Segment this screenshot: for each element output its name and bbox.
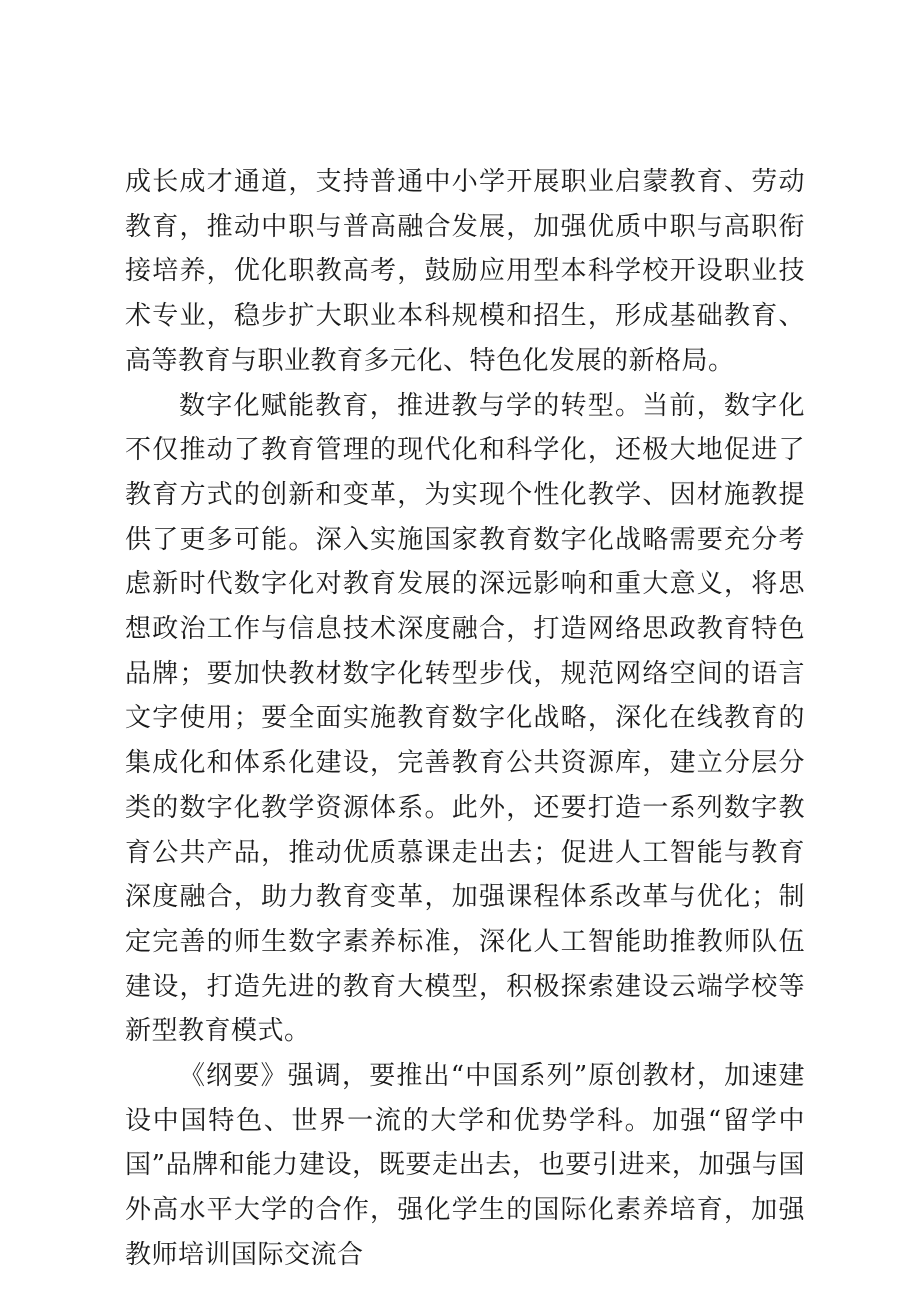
paragraph-digitalization: 数字化赋能教育，推进教与学的转型。当前，数字化不仅推动了教育管理的现代化和科学化，还极大地促进了教育方式的创新和变革，为实现个性化教学、因材施教提供了更多可能。深入实施国家教育数字化战略需要充分考虑新时代数字化对教育发展的深远影响和重大意义，将思想政治工作与信息技术深度融合，打造网络思政教育特色品牌；要加快教材数字化转型步伐，规范网络空间的语言文字使用；要全面实施教育数字化战略，深化在线教育的集成化和体系化建设，完善教育公共资源库，建立分层分类的数字化教学资源体系。此外，还要打造一系列数字教育公共产品，推动优质慕课走出去；促进人工智能与教育深度融合，助力教育变革，加强课程体系改革与优化；制定完善的师生数字素养标准，深化人工智能助推教师队伍建设，打造先进的教育大模型，积极探索建设云端学校等新型教育模式。 bbox=[125, 390, 805, 1047]
paragraph-outline-emphasis: 《纲要》强调，要推出“中国系列”原创教材，加速建设中国特色、世界一流的大学和优势学科。加强“留学中国”品牌和能力建设，既要走出去，也要引进来，加强与国外高水平大学的合作，强化学生的国际化素养培育，加强教师培训国际交流合 bbox=[125, 1061, 805, 1270]
paragraph-continuation: 成长成才通道，支持普通中小学开展职业启蒙教育、劳动教育，推动中职与普高融合发展，加强优质中职与高职衔接培养，优化职教高考，鼓励应用型本科学校开设职业技术专业，稳步扩大职业本科规模和招生，形成基础教育、高等教育与职业教育多元化、特色化发展的新格局。 bbox=[125, 167, 805, 376]
document-body bbox=[125, 160, 805, 1278]
